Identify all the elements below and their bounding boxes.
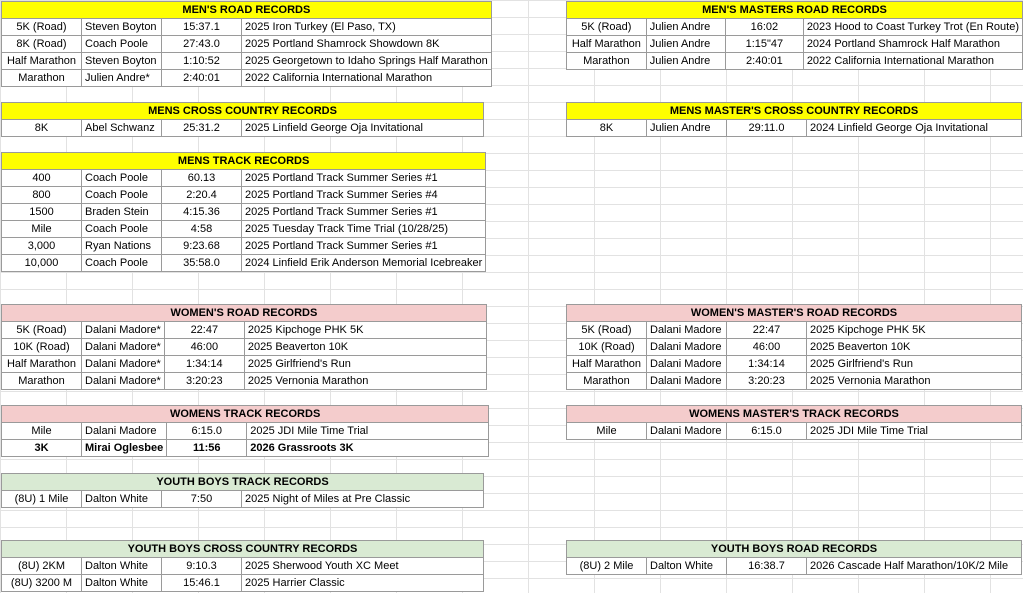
youth-boys-xc-records-table	[1, 540, 484, 592]
cell-time[interactable]: 11:56	[167, 440, 247, 457]
section-title[interactable]: WOMEN'S ROAD RECORDS	[2, 305, 487, 322]
cell-athlete[interactable]: Dalani Madore	[82, 423, 167, 440]
cell-event[interactable]: 8K (Road)	[2, 36, 82, 53]
cell-time[interactable]: 6:15.0	[727, 423, 807, 440]
cell-athlete[interactable]: Dalani Madore*	[82, 339, 165, 356]
womens-road-records-table	[1, 304, 487, 390]
mens-road-records-table	[1, 1, 492, 87]
cell-meet[interactable]: 2025 Harrier Classic	[242, 575, 484, 592]
section-title[interactable]: MENS MASTER'S CROSS COUNTRY RECORDS	[567, 103, 1022, 120]
cell-time[interactable]: 6:15.0	[167, 423, 247, 440]
cell-athlete[interactable]: Dalani Madore	[647, 356, 727, 373]
cell-event[interactable]: Half Marathon	[567, 356, 647, 373]
cell-time[interactable]: 16:38.7	[727, 558, 807, 575]
cell-athlete[interactable]: Dalani Madore	[647, 322, 727, 339]
cell-meet[interactable]: 2022 California International Marathon	[803, 53, 1022, 70]
cell-meet[interactable]: 2025 Portland Track Summer Series #1	[242, 204, 486, 221]
cell-event[interactable]: Marathon	[2, 70, 82, 87]
mens-track-records-table	[1, 152, 486, 272]
cell-event[interactable]: 8K	[2, 120, 82, 137]
cell-athlete[interactable]: Dalani Madore	[647, 373, 727, 390]
cell-time[interactable]: 22:47	[727, 322, 807, 339]
cell-event[interactable]: 8K	[567, 120, 647, 137]
table-row	[567, 373, 1022, 390]
section-title[interactable]: WOMENS MASTER'S TRACK RECORDS	[567, 406, 1022, 423]
cell-time[interactable]: 4:58	[162, 221, 242, 238]
cell-meet[interactable]: 2024 Portland Shamrock Half Marathon	[803, 36, 1022, 53]
cell-meet[interactable]: 2025 Sherwood Youth XC Meet	[242, 558, 484, 575]
table-row	[2, 53, 492, 70]
cell-time[interactable]: 7:50	[162, 491, 242, 508]
cell-time[interactable]: 46:00	[727, 339, 807, 356]
cell-meet[interactable]: 2025 Iron Turkey (El Paso, TX)	[242, 19, 492, 36]
cell-athlete[interactable]: Dalani Madore*	[82, 356, 165, 373]
section-title[interactable]: MENS TRACK RECORDS	[2, 153, 486, 170]
cell-event[interactable]: (8U) 2KM	[2, 558, 82, 575]
table-row	[2, 356, 487, 373]
cell-event[interactable]: 10,000	[2, 255, 82, 272]
cell-athlete[interactable]: Dalani Madore	[647, 423, 727, 440]
cell-meet[interactable]: 2022 California International Marathon	[242, 70, 492, 87]
cell-athlete[interactable]: Dalani Madore*	[82, 373, 165, 390]
cell-athlete[interactable]: Dalton White	[647, 558, 727, 575]
cell-meet[interactable]: 2025 Kipchoge PHK 5K	[807, 322, 1022, 339]
cell-athlete[interactable]: Ryan Nations	[82, 238, 162, 255]
cell-athlete[interactable]: Dalton White	[82, 491, 162, 508]
cell-time[interactable]: 60.13	[162, 170, 242, 187]
cell-meet[interactable]: 2025 Night of Miles at Pre Classic	[242, 491, 484, 508]
table-row	[2, 70, 492, 87]
cell-time[interactable]: 27:43.0	[162, 36, 242, 53]
table-row	[2, 339, 487, 356]
cell-event[interactable]: Mile	[567, 423, 647, 440]
cell-athlete[interactable]: Julien Andre	[646, 53, 725, 70]
cell-meet[interactable]: 2024 Linfield Erik Anderson Memorial Icebreaker	[242, 255, 486, 272]
section-title[interactable]: YOUTH BOYS TRACK RECORDS	[2, 474, 484, 491]
table-row	[2, 187, 486, 204]
cell-time[interactable]: 9:10.3	[162, 558, 242, 575]
cell-time[interactable]: 15:37.1	[162, 19, 242, 36]
table-row	[2, 170, 486, 187]
table-row	[2, 423, 489, 440]
cell-event[interactable]: Half Marathon	[567, 36, 647, 53]
cell-meet[interactable]: 2025 Vernonia Marathon	[244, 373, 486, 390]
cell-event[interactable]: 5K (Road)	[2, 322, 82, 339]
table-row	[2, 491, 484, 508]
cell-athlete[interactable]: Dalani Madore*	[82, 322, 165, 339]
cell-athlete[interactable]: Coach Poole	[82, 187, 162, 204]
cell-event[interactable]: (8U) 1 Mile	[2, 491, 82, 508]
cell-time[interactable]: 3:20:23	[727, 373, 807, 390]
section-title[interactable]: MENS CROSS COUNTRY RECORDS	[2, 103, 484, 120]
cell-athlete[interactable]: Braden Stein	[82, 204, 162, 221]
cell-time[interactable]: 22:47	[164, 322, 244, 339]
table-row	[2, 440, 489, 457]
cell-athlete[interactable]: Julien Andre*	[82, 70, 162, 87]
cell-athlete[interactable]: Julien Andre	[647, 120, 727, 137]
section-title[interactable]: MEN'S ROAD RECORDS	[2, 2, 492, 19]
cell-meet[interactable]: 2025 Portland Track Summer Series #1	[242, 238, 486, 255]
womens-track-records-table	[1, 405, 489, 457]
cell-meet[interactable]: 2026 Grassroots 3K	[247, 440, 489, 457]
cell-event[interactable]: Half Marathon	[2, 356, 82, 373]
cell-athlete[interactable]: Abel Schwanz	[82, 120, 162, 137]
cell-meet[interactable]: 2025 Kipchoge PHK 5K	[244, 322, 486, 339]
mens-masters-road-records-table	[566, 1, 1023, 70]
youth-boys-track-records-table	[1, 473, 484, 508]
table-row	[2, 36, 492, 53]
cell-event[interactable]: 10K (Road)	[567, 339, 647, 356]
cell-time[interactable]: 1:15"47	[725, 36, 803, 53]
section-title[interactable]: WOMEN'S MASTER'S ROAD RECORDS	[567, 305, 1022, 322]
cell-time[interactable]: 35:58.0	[162, 255, 242, 272]
cell-meet[interactable]: 2025 JDI Mile Time Trial	[247, 423, 489, 440]
cell-time[interactable]: 2:40:01	[725, 53, 803, 70]
cell-athlete[interactable]: Dalton White	[82, 575, 162, 592]
section-title[interactable]: YOUTH BOYS CROSS COUNTRY RECORDS	[2, 541, 484, 558]
table-row	[567, 558, 1022, 575]
youth-boys-road-records-table	[566, 540, 1022, 575]
cell-event[interactable]: 3K	[2, 440, 82, 457]
table-row	[567, 19, 1023, 36]
cell-meet[interactable]: 2023 Hood to Coast Turkey Trot (En Route)	[803, 19, 1022, 36]
cell-athlete[interactable]: Julien Andre	[646, 36, 725, 53]
table-row	[2, 204, 486, 221]
cell-time[interactable]: 1:34:14	[164, 356, 244, 373]
cell-meet[interactable]: 2025 Girlfriend's Run	[807, 356, 1022, 373]
cell-time[interactable]: 1:10:52	[162, 53, 242, 70]
cell-event[interactable]: 400	[2, 170, 82, 187]
cell-athlete[interactable]: Mirai Oglesbee	[82, 440, 167, 457]
womens-masters-track-records-table	[566, 405, 1022, 440]
cell-athlete[interactable]: Julien Andre	[646, 19, 725, 36]
table-row	[2, 322, 487, 339]
table-row	[567, 356, 1022, 373]
womens-masters-road-records-table	[566, 304, 1022, 390]
cell-time[interactable]: 2:40:01	[162, 70, 242, 87]
cell-meet[interactable]: 2025 Vernonia Marathon	[807, 373, 1022, 390]
cell-meet[interactable]: 2025 JDI Mile Time Trial	[807, 423, 1022, 440]
cell-athlete[interactable]: Coach Poole	[82, 36, 162, 53]
table-row	[2, 238, 486, 255]
cell-athlete[interactable]: Dalani Madore	[647, 339, 727, 356]
cell-event[interactable]: Mile	[2, 423, 82, 440]
cell-time[interactable]: 25:31.2	[162, 120, 242, 137]
cell-time[interactable]: 2:20.4	[162, 187, 242, 204]
cell-event[interactable]: (8U) 3200 M	[2, 575, 82, 592]
cell-meet[interactable]: 2025 Portland Track Summer Series #1	[242, 170, 486, 187]
cell-meet[interactable]: 2024 Linfield George Oja Invitational	[807, 120, 1022, 137]
mens-xc-records-table	[1, 102, 484, 137]
table-row	[567, 322, 1022, 339]
cell-meet[interactable]: 2025 Georgetown to Idaho Springs Half Marathon	[242, 53, 492, 70]
table-row	[2, 120, 484, 137]
section-title[interactable]: MEN'S MASTERS ROAD RECORDS	[567, 2, 1023, 19]
cell-event[interactable]: (8U) 2 Mile	[567, 558, 647, 575]
table-row	[2, 558, 484, 575]
cell-event[interactable]: 10K (Road)	[2, 339, 82, 356]
cell-time[interactable]: 4:15.36	[162, 204, 242, 221]
cell-meet[interactable]: 2025 Linfield George Oja Invitational	[242, 120, 484, 137]
cell-athlete[interactable]: Steven Boyton	[82, 19, 162, 36]
cell-event[interactable]: Marathon	[567, 53, 647, 70]
cell-meet[interactable]: 2025 Portland Shamrock Showdown 8K	[242, 36, 492, 53]
cell-time[interactable]: 15:46.1	[162, 575, 242, 592]
cell-event[interactable]: Marathon	[2, 373, 82, 390]
cell-athlete[interactable]: Steven Boyton	[82, 53, 162, 70]
mens-masters-xc-records-table	[566, 102, 1022, 137]
table-row	[567, 339, 1022, 356]
cell-event[interactable]: 800	[2, 187, 82, 204]
table-row	[2, 373, 487, 390]
cell-time[interactable]: 1:34:14	[727, 356, 807, 373]
cell-athlete[interactable]: Dalton White	[82, 558, 162, 575]
cell-meet[interactable]: 2025 Beaverton 10K	[807, 339, 1022, 356]
cell-time[interactable]: 3:20:23	[164, 373, 244, 390]
cell-meet[interactable]: 2026 Cascade Half Marathon/10K/2 Mile	[807, 558, 1022, 575]
cell-event[interactable]: Half Marathon	[2, 53, 82, 70]
table-row	[2, 575, 484, 592]
table-row	[567, 53, 1023, 70]
cell-athlete[interactable]: Coach Poole	[82, 170, 162, 187]
cell-time[interactable]: 29:11.0	[727, 120, 807, 137]
cell-meet[interactable]: 2025 Beaverton 10K	[244, 339, 486, 356]
cell-event[interactable]: Marathon	[567, 373, 647, 390]
table-row	[567, 36, 1023, 53]
section-title[interactable]: WOMENS TRACK RECORDS	[2, 406, 489, 423]
cell-event[interactable]: 1500	[2, 204, 82, 221]
cell-event[interactable]: 5K (Road)	[2, 19, 82, 36]
cell-time[interactable]: 9:23.68	[162, 238, 242, 255]
cell-athlete[interactable]: Coach Poole	[82, 221, 162, 238]
section-title[interactable]: YOUTH BOYS ROAD RECORDS	[567, 541, 1022, 558]
table-row	[2, 255, 486, 272]
table-row	[2, 19, 492, 36]
table-row	[567, 423, 1022, 440]
cell-athlete[interactable]: Coach Poole	[82, 255, 162, 272]
cell-event[interactable]: 3,000	[2, 238, 82, 255]
cell-event[interactable]: Mile	[2, 221, 82, 238]
cell-time[interactable]: 46:00	[164, 339, 244, 356]
cell-meet[interactable]: 2025 Girlfriend's Run	[244, 356, 486, 373]
cell-meet[interactable]: 2025 Portland Track Summer Series #4	[242, 187, 486, 204]
cell-event[interactable]: 5K (Road)	[567, 322, 647, 339]
cell-time[interactable]: 16:02	[725, 19, 803, 36]
cell-meet[interactable]: 2025 Tuesday Track Time Trial (10/28/25)	[242, 221, 486, 238]
table-row	[2, 221, 486, 238]
cell-event[interactable]: 5K (Road)	[567, 19, 647, 36]
table-row	[567, 120, 1022, 137]
